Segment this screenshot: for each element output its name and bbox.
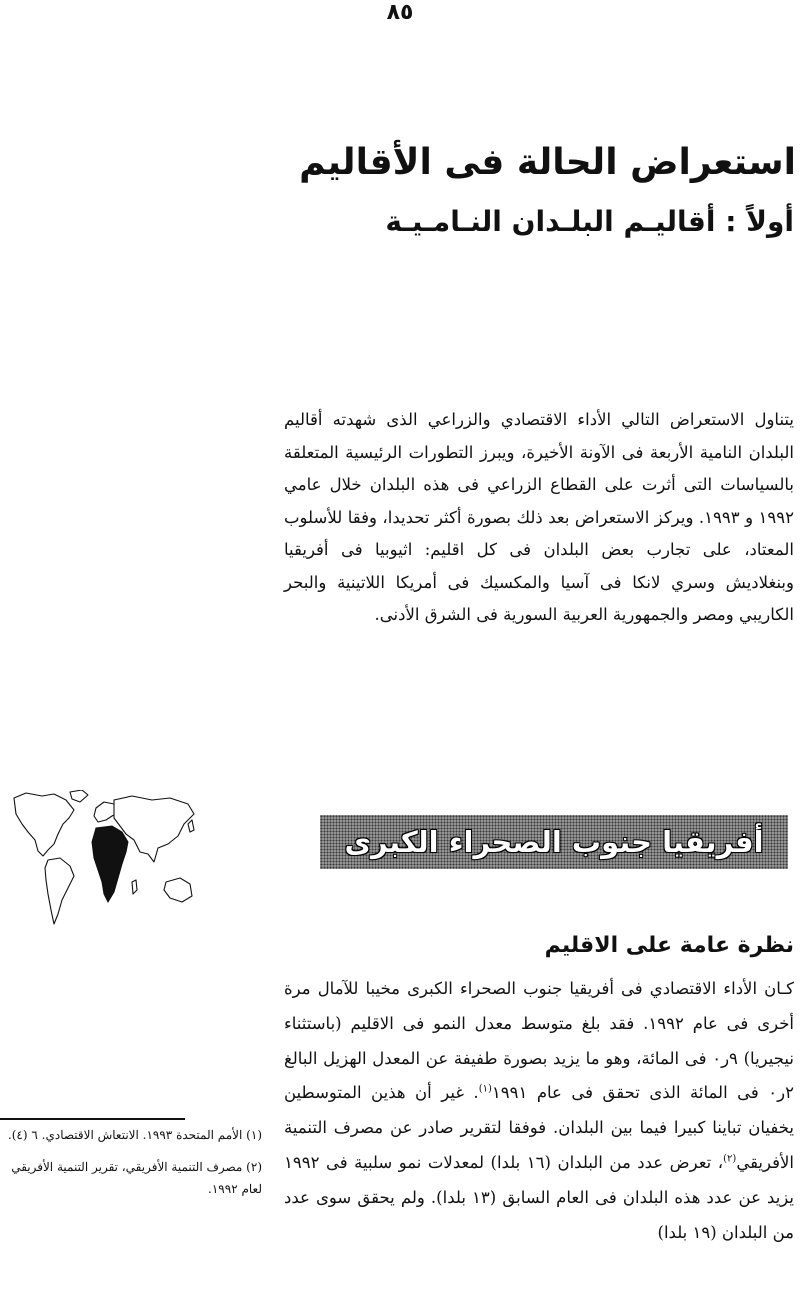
body-paragraph xyxy=(284,972,794,1250)
greenland-shape xyxy=(70,790,88,802)
page-number: ٨٥ xyxy=(386,0,414,25)
body-text-part2: . غير أن هذين المتوسطين يخفيان تباينا كبيرا فيما بين البلدان. فوفقا لتقرير صادر عن مصرف التنمية الأفريقي xyxy=(284,1083,794,1172)
australia-shape xyxy=(164,878,192,902)
body-text-part3: ، تعرض عدد من البلدان (١٦ بلدا) لمعدلات نمو سلبية فى ١٩٩٢ يزيد عن عدد هذه البلدان فى العام السابق (١٣ بلدا). ولم يحقق سوى عدد من البلدان (١٩ بلدا) xyxy=(284,1152,794,1242)
world-map-africa-highlighted-icon xyxy=(8,790,200,930)
region-banner-label: أفريقيا جنوب الصحراء الكبرى xyxy=(344,825,764,859)
body-text-part1: كـان الأداء الاقتصادي فى أفريقيا جنوب الصحراء الكبرى مخيبا للآمال مرة أخرى فى عام ١٩٩٢. فقد بلغ متوسط معدل النمو فى الاقليم (باستثناء نيجيريا) ٩ر٠ فى المائة، وهو ما يزيد بصورة طفيفة عن المعدل الهزيل البالغ ٢ر٠ فى المائة الذى تحقق فى عام ١٩٩١ xyxy=(284,979,794,1103)
region-banner xyxy=(320,815,788,869)
footnote-ref-2: (٢) xyxy=(723,1153,737,1165)
footnotes xyxy=(0,1124,262,1210)
body-section xyxy=(284,972,794,1250)
intro-paragraph: يتناول الاستعراض التالي الأداء الاقتصادي والزراعي الذى شهدته أقاليم البلدان النامية الأربعة فى الآونة الأخيرة، ويبرز التطورات الرئيسية المتعلقة بالسياسات التى أثرت على القطاع الزراعي فى هذه البلدان خلال عامي ١٩٩٢ و ١٩٩٣. ويركز الاستعراض بعد ذلك بصورة أكثر تحديدا، وفقا للأسلوب المعتاد، على تجارب بعض البلدان فى كل اقليم: اثيوبيا فى أفريقيا وبنغلاديش وسري لانكا فى آسيا والمكسيك فى أمريكا اللاتينية والبحر الكاريبي ومصر والجمهورية العربية السورية فى الشرق الأدنى. xyxy=(284,410,794,624)
footnote-2: (٢) مصرف التنمية الأفريقي، تقرير التنمية الأفريقي لعام ١٩٩٢. xyxy=(11,1160,262,1196)
footnote-divider xyxy=(0,1118,185,1120)
section-title: نظرة عامة على الاقليم xyxy=(544,933,794,958)
japan-shape xyxy=(188,820,194,832)
north-america-shape xyxy=(14,793,74,856)
page-title: استعراض الحالة فى الأقاليم xyxy=(299,142,796,183)
south-america-shape xyxy=(45,858,74,924)
footnote-1: (١) الأمم المتحدة ١٩٩٣. الانتعاش الاقتصادي. ٦ (٤). xyxy=(7,1128,262,1142)
madagascar-shape xyxy=(132,880,137,894)
footnote-ref-1: (١) xyxy=(478,1083,492,1095)
page-subtitle: أولاً : أقاليـم البلـدان النـامـيـة xyxy=(385,205,794,238)
intro-section xyxy=(284,404,794,632)
africa-highlight-shape xyxy=(92,826,128,902)
